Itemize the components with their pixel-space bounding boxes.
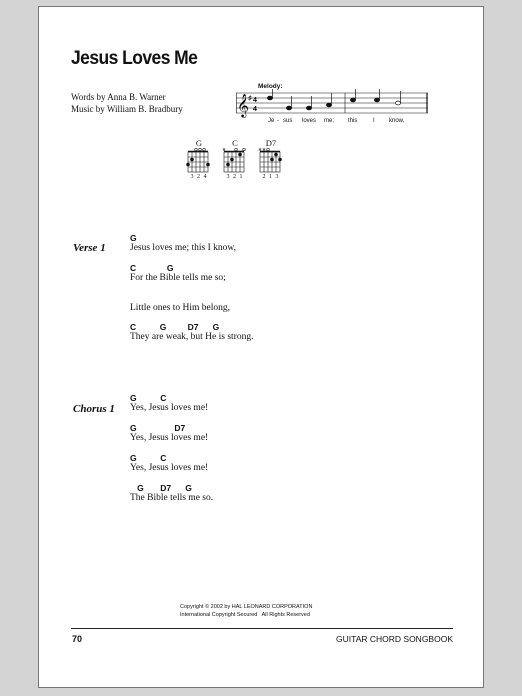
chord-line: G	[130, 233, 137, 243]
chord-line: C G	[130, 263, 174, 273]
lyric-line: Yes, Jesus loves me!	[130, 403, 209, 413]
footer-divider	[71, 628, 453, 629]
melody-label: Melody:	[258, 83, 283, 90]
lyric-line: The Bible tells me so.	[130, 493, 214, 503]
chord-diagram-name: G	[195, 138, 203, 148]
song-title: Jesus Loves Me	[71, 48, 198, 69]
songbook-page	[38, 6, 484, 688]
book-title: GUITAR CHORD SONGBOOK	[336, 634, 453, 644]
copyright-line: International Copyright Secured All Rights Reserved	[180, 612, 310, 618]
chord-line: C G D7 G	[130, 322, 220, 332]
chord-line: G D7 G	[130, 483, 192, 493]
chord-diagram-d7	[258, 148, 284, 174]
chord-fingering: 3 2 4	[190, 174, 208, 180]
svg-text:4: 4	[253, 106, 257, 113]
melody-staff	[236, 89, 436, 121]
page-number: 70	[72, 634, 83, 644]
melody-syllable: I	[373, 118, 375, 124]
chorus-label: Chorus 1	[73, 403, 115, 415]
lyric-line: Yes, Jesus loves me!	[130, 433, 209, 443]
svg-text:♯: ♯	[248, 95, 252, 102]
melody-syllable: me;	[324, 118, 335, 124]
svg-text:4: 4	[253, 97, 257, 104]
lyric-line: Yes, Jesus loves me!	[130, 463, 209, 473]
lyric-line: Jesus loves me; this I know,	[130, 243, 236, 253]
copyright-line: Copyright © 2002 by HAL LEONARD CORPORATION	[180, 604, 313, 610]
chord-line: G C	[130, 453, 167, 463]
melody-syllable: -	[277, 118, 279, 124]
lyric-line: They are weak, but He is strong.	[130, 332, 254, 342]
chord-fingering: 2 1 3	[262, 174, 280, 180]
treble-clef-icon: 𝄞	[237, 93, 249, 117]
lyricist-credit: Words by Anna B. Warner	[71, 92, 166, 102]
chord-line: G D7	[130, 423, 186, 433]
verse-label: Verse 1	[73, 242, 106, 254]
chord-fingering: 3 2 1	[226, 174, 244, 180]
melody-syllable: know,	[389, 118, 405, 124]
composer-credit: Music by William B. Bradbury	[71, 104, 183, 114]
chord-line: G C	[130, 393, 167, 403]
lyric-line: Little ones to Him belong,	[130, 303, 231, 313]
lyric-line: For the Bible tells me so;	[130, 273, 226, 283]
melody-syllable: sus	[283, 118, 293, 124]
chord-diagram-name: D7	[265, 138, 277, 148]
chord-diagram-c	[222, 148, 248, 174]
melody-syllable: Je	[268, 118, 275, 124]
chord-diagram-name: C	[232, 138, 238, 148]
melody-syllable: loves	[302, 118, 317, 124]
melody-syllable: this	[348, 118, 358, 124]
chord-diagram-g	[186, 148, 212, 174]
